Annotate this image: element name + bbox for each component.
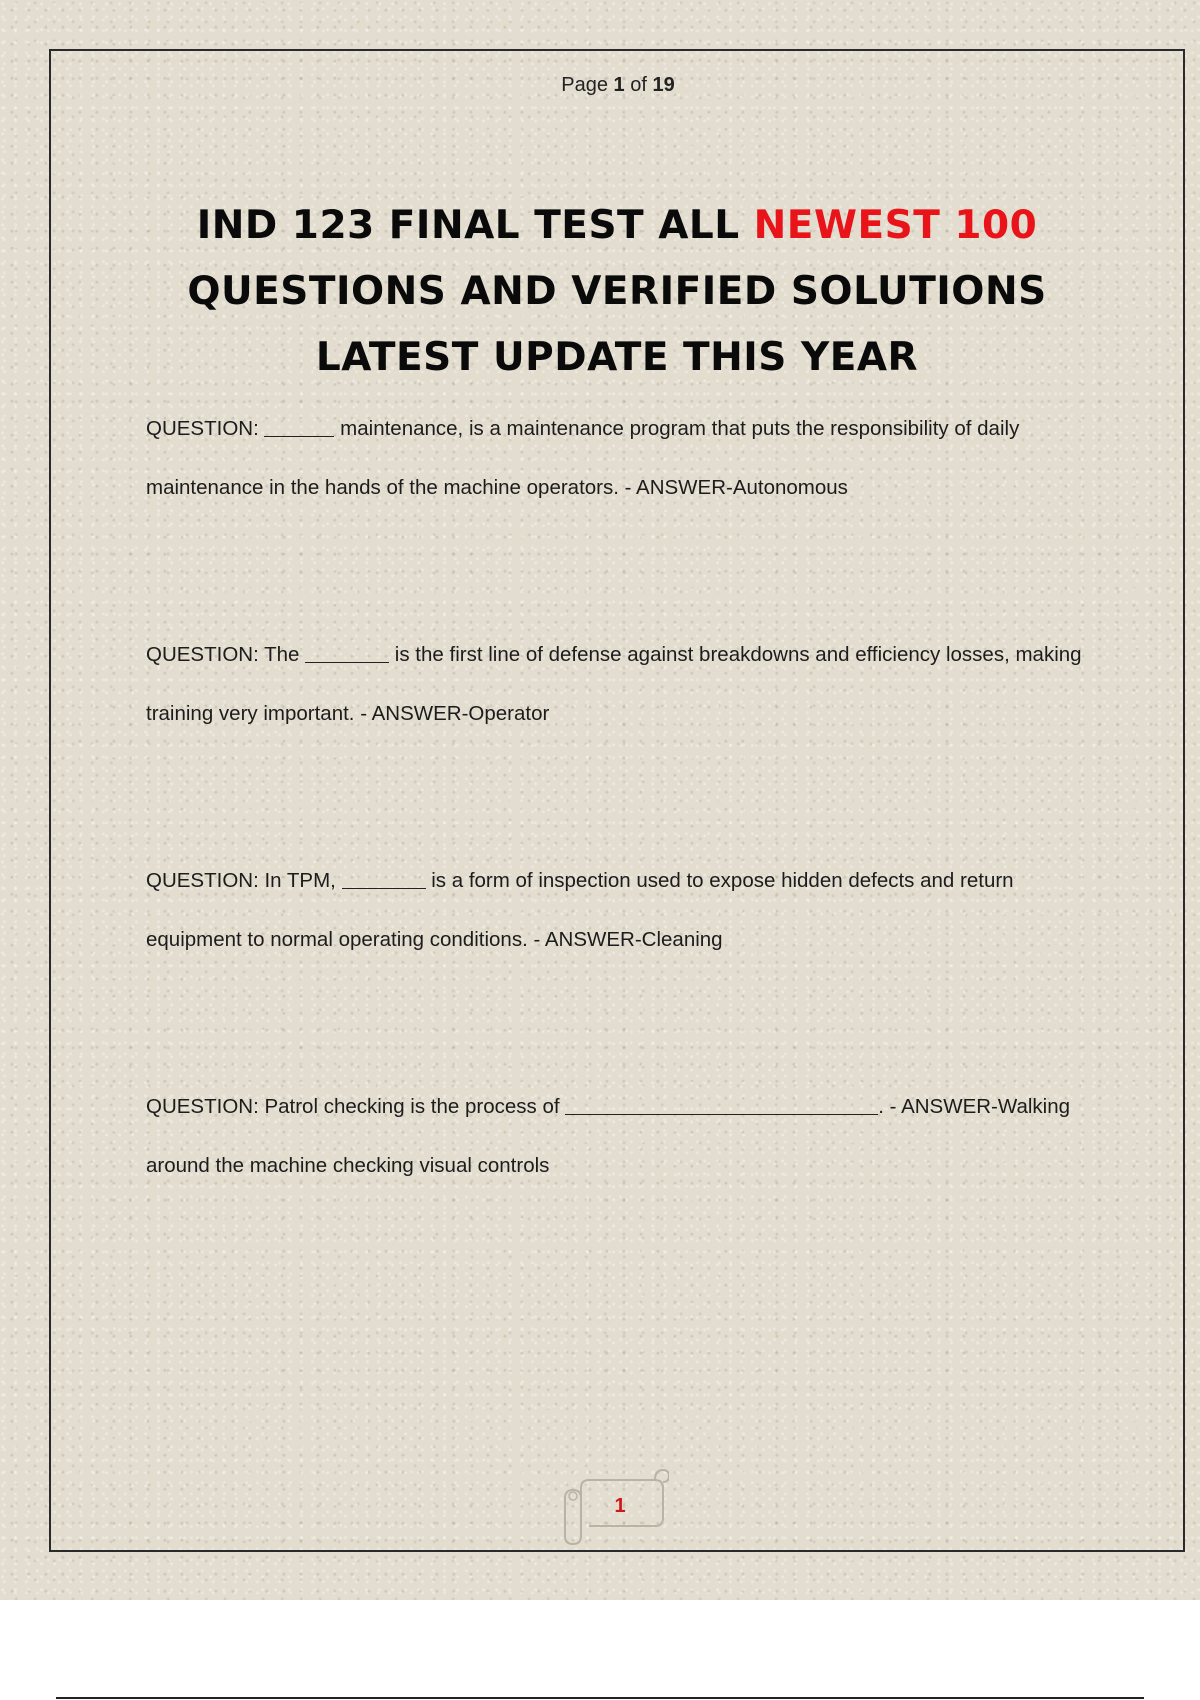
question-item-2: QUESTION: The is the first line of defense against breakdowns and efficiency losses, making training very important. - ANSWER-Operator [146,643,1082,725]
question-item-3: QUESTION: In TPM, is a form of inspection used to expose hidden defects and return equipment to normal operating conditions. - ANSWER-Cleaning [146,869,1014,951]
question-item-1: QUESTION: maintenance, is a maintenance program that puts the responsibility of daily maintenance in the hands of the machine operators. - ANSWER-Autonomous [146,417,1020,499]
bottom-divider [56,1697,1144,1699]
page-indicator: Page 1 of 19 [561,74,675,96]
question-item-4: QUESTION: Patrol checking is the process of . - ANSWER-Walking around the machine checking visual controls [146,1095,1071,1177]
fill-blank [342,868,426,890]
fill-blank [305,642,389,664]
page-number: 1 [614,1495,626,1517]
title-highlight: NEWEST 100 [753,203,1038,248]
title-line-1: IND 123 FINAL TEST ALL NEWEST 100 [196,203,1038,248]
fill-blank [565,1094,878,1116]
title-line-3: LATEST UPDATE THIS YEAR [315,335,919,380]
document-title [100,193,1134,391]
fill-blank [264,416,334,438]
title-line-2: QUESTIONS AND VERIFIED SOLUTIONS [187,269,1047,314]
